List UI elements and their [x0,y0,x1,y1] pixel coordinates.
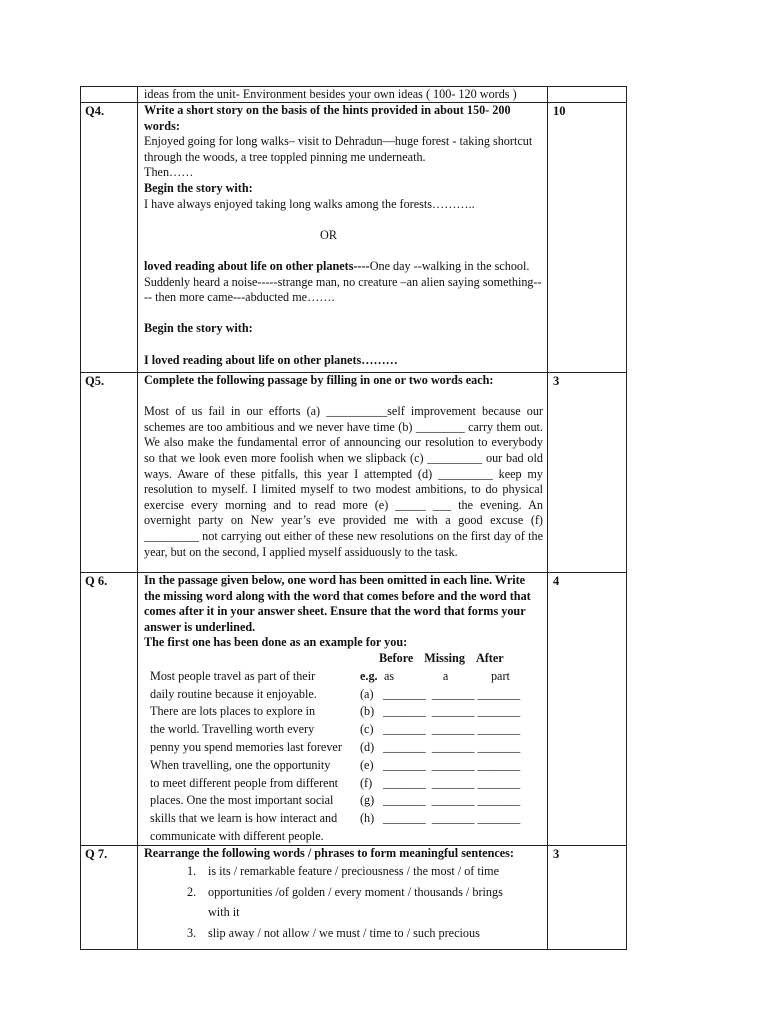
q6-line [144,756,543,774]
q6-line-text: skills that we learn is how interact and [150,811,338,826]
q6-line-blanks: _______ _______ _______ [380,722,521,737]
q6-line-label: (a) [360,686,374,701]
q6-column-headers [144,651,543,667]
q6-line [144,720,543,738]
q4-or: OR [320,227,337,242]
q6-line-label: (h) [360,811,375,826]
q6-line-text: When travelling, one the opportunity [150,757,331,772]
q4-then: Then…… [144,165,194,180]
question-paper [80,86,626,950]
q6-line-label: (c) [360,722,374,737]
q6-header-before: Before [379,650,414,665]
row-q5 [81,373,627,573]
q7-instruction: Rearrange the following words / phrases to form meaningful sentences: [144,845,514,860]
row-continued [81,87,627,103]
q4-number: Q4. [85,104,105,118]
q6-line-text: daily routine because it enjoyable. [150,686,317,701]
q6-line-label: (d) [360,739,375,754]
q6-line-label: e.g. [360,668,378,683]
q4-begin-text-2: I loved reading about life on other planets……… [144,352,398,367]
q6-line-label: (f) [360,775,373,790]
q6-line-text: communicate with different people. [150,828,324,843]
q7-item-number: 1. [187,864,197,879]
q7-item [144,923,543,944]
q4-hints-1: Enjoyed going for long walks– visit to Dehradun—huge forest - taking shortcut through the woods, a tree toppled pinning me underneath. [144,134,533,164]
q6-line-blanks: _______ _______ _______ [380,686,521,701]
row-q6 [81,573,627,846]
q6-line-blanks: _______ _______ _______ [380,793,521,808]
q6-example-note: The first one has been done as an example for you: [144,635,408,650]
q4-hints-2: One day --walking in the school. Suddenly heard a noise-----strange man, no creature –an alien saying something---- then more came---abducted me……. [144,258,542,305]
q6-line-text: places. One the most important social [150,793,334,808]
q7-item [144,882,543,903]
q6-line [144,791,543,809]
q6-line-label: (b) [360,704,375,719]
q7-item-number: 3. [187,925,197,940]
q6-line [144,738,543,756]
q4-instruction: Write a short story on the basis of the hints provided in about 150- 200 words: [144,103,511,133]
q6-lines [144,667,543,845]
q6-line-blanks: _______ _______ _______ [380,739,521,754]
row-q4 [81,103,627,373]
q6-line-blanks: _______ _______ _______ [380,757,521,772]
q6-line-text: There are lots places to explore in [150,704,316,719]
q6-line-blanks: _______ _______ _______ [380,704,521,719]
q4-marks: 10 [553,104,566,118]
q6-number: Q 6. [85,574,108,588]
q6-line-blanks: _______ _______ _______ [380,775,521,790]
q7-item-number [187,902,208,923]
q4-hints-2-heading: loved reading about life on other planets---- [144,258,370,273]
question-table [80,86,627,950]
q6-line-blanks: as a part [384,668,510,683]
q7-item [144,902,543,923]
q5-marks: 3 [553,374,560,388]
q6-header-after: After [475,650,504,665]
q6-line [144,702,543,720]
q7-item-text: slip away / not allow / we must / time to / such precious [208,925,480,940]
q6-line-text: the world. Travelling worth every [150,722,315,737]
q6-line-text: Most people travel as part of their [150,668,316,683]
q4-begin-label-1: Begin the story with: [144,180,253,195]
q7-item-text: with it [208,905,240,920]
q7-item-text: is its / remarkable feature / preciousness / the most / of time [208,864,500,879]
q6-line [144,684,543,702]
q6-header-missing: Missing [424,650,465,665]
q6-line-blanks: _______ _______ _______ [380,811,521,826]
q7-item-number: 2. [187,884,197,899]
q6-line-label: (g) [360,793,375,808]
q6-line [144,809,543,827]
q4-begin-label-2: Begin the story with: [144,321,253,336]
q6-line-label: (e) [360,757,374,772]
q6-instruction: In the passage given below, one word has been omitted in each line. Write the missing word along with the word that comes before and the word that comes after it in your answer sheet. Ensure that the word that forms your answer is underlined. [144,573,531,634]
q5-number: Q5. [85,374,105,388]
row-q7 [81,845,627,949]
q7-item [144,861,543,882]
q5-instruction: Complete the following passage by filling in one or two words each: [144,373,494,387]
q6-line-text: penny you spend memories last forever [150,739,342,754]
q7-item-text: opportunities /of golden / every moment / thousands / brings [208,884,503,899]
q6-marks: 4 [553,574,560,588]
q7-items [144,861,543,943]
continued-text: ideas from the unit- Environment besides your own ideas ( 100- 120 words ) [144,87,517,101]
q6-line [144,773,543,791]
q6-line-text: to meet different people from different [150,775,339,790]
q5-passage: Most of us fail in our efforts (a) __________self improvement because our schemes are too ambitious and we never have time (b) ________ carry them out. We also make the fundamental error of announcing our resolution to everybody so that we look even more foolish when we slipback (c) _________ our bad old ways. Aware of these pitfalls, this year I attempted (d) _________ keep my resolution to myself. I limited myself to two modest ambitions, to do physical exercise every morning and to read more (e) _____ ___ the evening. An overnight party on New year’s eve provided me with a good excuse (f) _________ not carrying out either of these new resolutions on the first day of the year, but on the second, I applied myself assiduously to the task. [144,404,543,559]
q7-number: Q 7. [85,846,108,861]
q6-line [144,827,543,845]
q4-begin-text-1: I have always enjoyed taking long walks among the forests……….. [144,196,475,211]
q7-marks: 3 [553,846,560,861]
q6-line [144,667,543,685]
